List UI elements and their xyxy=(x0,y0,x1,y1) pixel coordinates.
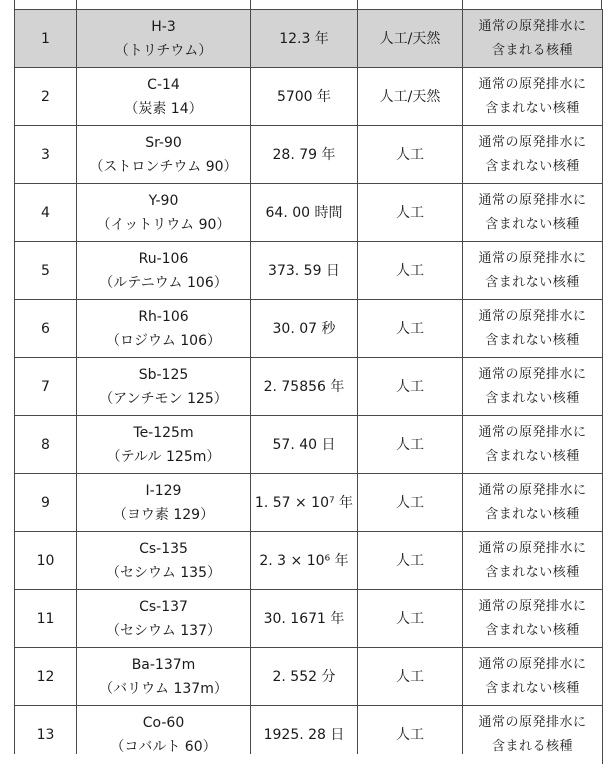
nuclide-japanese-name: （テルル 125m） xyxy=(106,448,221,465)
row-number: 8 xyxy=(41,436,50,453)
note-cell xyxy=(463,68,603,126)
origin-cell xyxy=(358,10,463,68)
note-cell xyxy=(463,300,603,358)
nuclide-name-cell xyxy=(77,242,251,300)
half-life: 2. 75856 年 xyxy=(263,378,345,395)
row-number-cell xyxy=(15,184,77,242)
nuclide-japanese-name: （ヨウ素 129） xyxy=(112,506,215,523)
table-row xyxy=(15,648,603,706)
half-life-cell xyxy=(251,126,358,184)
nuclide-symbol: Cs-135 xyxy=(139,540,188,557)
table-row xyxy=(15,358,603,416)
origin-cell xyxy=(358,184,463,242)
origin: 人工 xyxy=(396,204,424,221)
origin-cell xyxy=(358,242,463,300)
note-cell xyxy=(463,126,603,184)
nuclide-symbol: C-14 xyxy=(147,76,180,93)
half-life-cell xyxy=(251,590,358,648)
nuclide-japanese-name: （ストロンチウム 90） xyxy=(89,158,238,175)
origin: 人工 xyxy=(396,262,424,279)
origin: 人工 xyxy=(396,610,424,627)
origin-cell xyxy=(358,590,463,648)
row-number: 7 xyxy=(41,378,50,395)
row-number-cell xyxy=(15,590,77,648)
note-line-1: 通常の原発排水に xyxy=(478,598,587,614)
half-life-cell xyxy=(251,416,358,474)
row-number: 6 xyxy=(41,320,50,337)
note-line-2: 含まれない核種 xyxy=(485,564,580,580)
nuclide-symbol: Y-90 xyxy=(148,192,179,209)
origin: 人工 xyxy=(396,146,424,163)
row-number: 4 xyxy=(41,204,50,221)
origin: 人工 xyxy=(396,668,424,685)
note-line-1: 通常の原発排水に xyxy=(478,18,587,34)
nuclide-table xyxy=(14,9,603,764)
row-number: 12 xyxy=(36,668,55,685)
row-number-cell xyxy=(15,68,77,126)
table-row xyxy=(15,242,603,300)
nuclide-symbol: Ru-106 xyxy=(138,250,189,267)
nuclide-japanese-name: （セシウム 137） xyxy=(105,622,222,639)
nuclide-name-cell xyxy=(77,474,251,532)
half-life: 1925. 28 日 xyxy=(263,726,345,743)
note-line-2: 含まれない核種 xyxy=(485,332,580,348)
note-line-1: 通常の原発排水に xyxy=(478,76,587,92)
half-life: 28. 79 年 xyxy=(272,146,336,163)
nuclide-name-cell xyxy=(77,300,251,358)
note-line-1: 通常の原発排水に xyxy=(478,308,587,324)
nuclide-symbol: Ba-137m xyxy=(131,656,196,673)
origin-cell xyxy=(358,358,463,416)
origin: 人工 xyxy=(396,726,424,743)
note-line-1: 通常の原発排水に xyxy=(478,424,587,440)
row-number: 3 xyxy=(41,146,50,163)
row-number-cell xyxy=(15,300,77,358)
row-number-cell xyxy=(15,648,77,706)
note-cell xyxy=(463,532,603,590)
note-line-2: 含まれない核種 xyxy=(485,622,580,638)
row-number: 2 xyxy=(41,88,50,105)
row-number: 11 xyxy=(36,610,55,627)
nuclide-japanese-name: （トリチウム） xyxy=(114,42,213,59)
nuclide-symbol: Sr-90 xyxy=(145,134,182,151)
nuclide-name-cell xyxy=(77,532,251,590)
note-cell xyxy=(463,10,603,68)
note-cell xyxy=(463,590,603,648)
half-life-cell xyxy=(251,184,358,242)
nuclide-name-cell xyxy=(77,10,251,68)
origin-cell xyxy=(358,126,463,184)
note-line-2: 含まれない核種 xyxy=(485,390,580,406)
nuclide-japanese-name: （炭素 14） xyxy=(124,100,203,117)
nuclide-symbol: Rh-106 xyxy=(138,308,189,325)
note-line-1: 通常の原発排水に xyxy=(478,482,587,498)
half-life: 64. 00 時間 xyxy=(265,204,343,221)
note-line-2: 含まれない核種 xyxy=(485,448,580,464)
half-life-cell xyxy=(251,242,358,300)
table-row xyxy=(15,184,603,242)
nuclide-name-cell xyxy=(77,126,251,184)
origin: 人工 xyxy=(396,378,424,395)
note-line-1: 通常の原発排水に xyxy=(478,540,587,556)
nuclide-japanese-name: （ルテニウム 106） xyxy=(99,274,228,291)
half-life: 30. 07 秒 xyxy=(272,320,336,337)
origin-cell xyxy=(358,474,463,532)
origin-cell xyxy=(358,300,463,358)
nuclide-name-cell xyxy=(77,184,251,242)
table-bottom-crop xyxy=(14,754,602,770)
table-top-edge xyxy=(14,0,602,9)
row-number: 13 xyxy=(36,726,55,743)
origin-cell xyxy=(358,532,463,590)
origin-cell xyxy=(358,648,463,706)
nuclide-japanese-name: （バリウム 137m） xyxy=(99,680,228,697)
origin: 人工 xyxy=(396,494,424,511)
origin: 人工/天然 xyxy=(379,88,441,105)
half-life: 57. 40 日 xyxy=(272,436,336,453)
note-line-1: 通常の原発排水に xyxy=(478,250,587,266)
origin: 人工 xyxy=(396,320,424,337)
row-number: 5 xyxy=(41,262,50,279)
note-line-2: 含まれる核種 xyxy=(491,738,573,754)
table-row xyxy=(15,126,603,184)
row-number-cell xyxy=(15,474,77,532)
note-cell xyxy=(463,474,603,532)
note-line-1: 通常の原発排水に xyxy=(478,714,587,730)
note-line-1: 通常の原発排水に xyxy=(478,192,587,208)
nuclide-name-cell xyxy=(77,358,251,416)
nuclide-name-cell xyxy=(77,416,251,474)
half-life: 2. 3 × 10⁶ 年 xyxy=(259,552,349,569)
note-line-2: 含まれる核種 xyxy=(491,42,573,58)
row-number-cell xyxy=(15,126,77,184)
note-cell xyxy=(463,184,603,242)
half-life: 12.3 年 xyxy=(279,30,329,47)
nuclide-symbol: Te-125m xyxy=(133,424,194,441)
origin: 人工/天然 xyxy=(379,30,441,47)
nuclide-symbol: H-3 xyxy=(151,18,176,35)
origin: 人工 xyxy=(396,436,424,453)
half-life-cell xyxy=(251,10,358,68)
nuclide-japanese-name: （イットリウム 90） xyxy=(96,216,231,233)
origin-cell xyxy=(358,416,463,474)
nuclide-symbol: Cs-137 xyxy=(139,598,188,615)
row-number-cell xyxy=(15,532,77,590)
table-row xyxy=(15,590,603,648)
nuclide-japanese-name: （ロジウム 106） xyxy=(105,332,222,349)
half-life-cell xyxy=(251,68,358,126)
note-line-2: 含まれない核種 xyxy=(485,158,580,174)
nuclide-name-cell xyxy=(77,648,251,706)
table-row xyxy=(15,474,603,532)
note-line-1: 通常の原発排水に xyxy=(478,134,587,150)
nuclide-name-cell xyxy=(77,68,251,126)
note-line-2: 含まれない核種 xyxy=(485,506,580,522)
note-line-2: 含まれない核種 xyxy=(485,100,580,116)
half-life-cell xyxy=(251,474,358,532)
nuclide-japanese-name: （コバルト 60） xyxy=(110,738,217,755)
nuclide-japanese-name: （アンチモン 125） xyxy=(99,390,228,407)
table-row xyxy=(15,10,603,68)
row-number-cell xyxy=(15,358,77,416)
half-life: 5700 年 xyxy=(276,88,332,105)
table-row xyxy=(15,416,603,474)
row-number: 9 xyxy=(41,494,50,511)
nuclide-symbol: Co-60 xyxy=(142,714,185,731)
half-life: 30. 1671 年 xyxy=(263,610,345,627)
half-life: 373. 59 日 xyxy=(268,262,340,279)
row-number-cell xyxy=(15,10,77,68)
note-cell xyxy=(463,416,603,474)
nuclide-symbol: Sb-125 xyxy=(138,366,189,383)
half-life: 1. 57 × 10⁷ 年 xyxy=(254,494,354,511)
half-life-cell xyxy=(251,300,358,358)
half-life-cell xyxy=(251,532,358,590)
nuclide-symbol: I-129 xyxy=(145,482,182,499)
row-number-cell xyxy=(15,242,77,300)
note-line-2: 含まれない核種 xyxy=(485,680,580,696)
origin: 人工 xyxy=(396,552,424,569)
half-life: 2. 552 分 xyxy=(272,668,336,685)
row-number: 10 xyxy=(36,552,55,569)
origin-cell xyxy=(358,68,463,126)
nuclide-japanese-name: （セシウム 135） xyxy=(105,564,222,581)
table-row xyxy=(15,300,603,358)
note-line-2: 含まれない核種 xyxy=(485,274,580,290)
table-row xyxy=(15,68,603,126)
half-life-cell xyxy=(251,358,358,416)
half-life-cell xyxy=(251,648,358,706)
table-row xyxy=(15,532,603,590)
note-cell xyxy=(463,242,603,300)
row-number: 1 xyxy=(41,30,50,47)
note-line-1: 通常の原発排水に xyxy=(478,366,587,382)
nuclide-name-cell xyxy=(77,590,251,648)
note-cell xyxy=(463,648,603,706)
row-number-cell xyxy=(15,416,77,474)
note-line-1: 通常の原発排水に xyxy=(478,656,587,672)
note-cell xyxy=(463,358,603,416)
note-line-2: 含まれない核種 xyxy=(485,216,580,232)
